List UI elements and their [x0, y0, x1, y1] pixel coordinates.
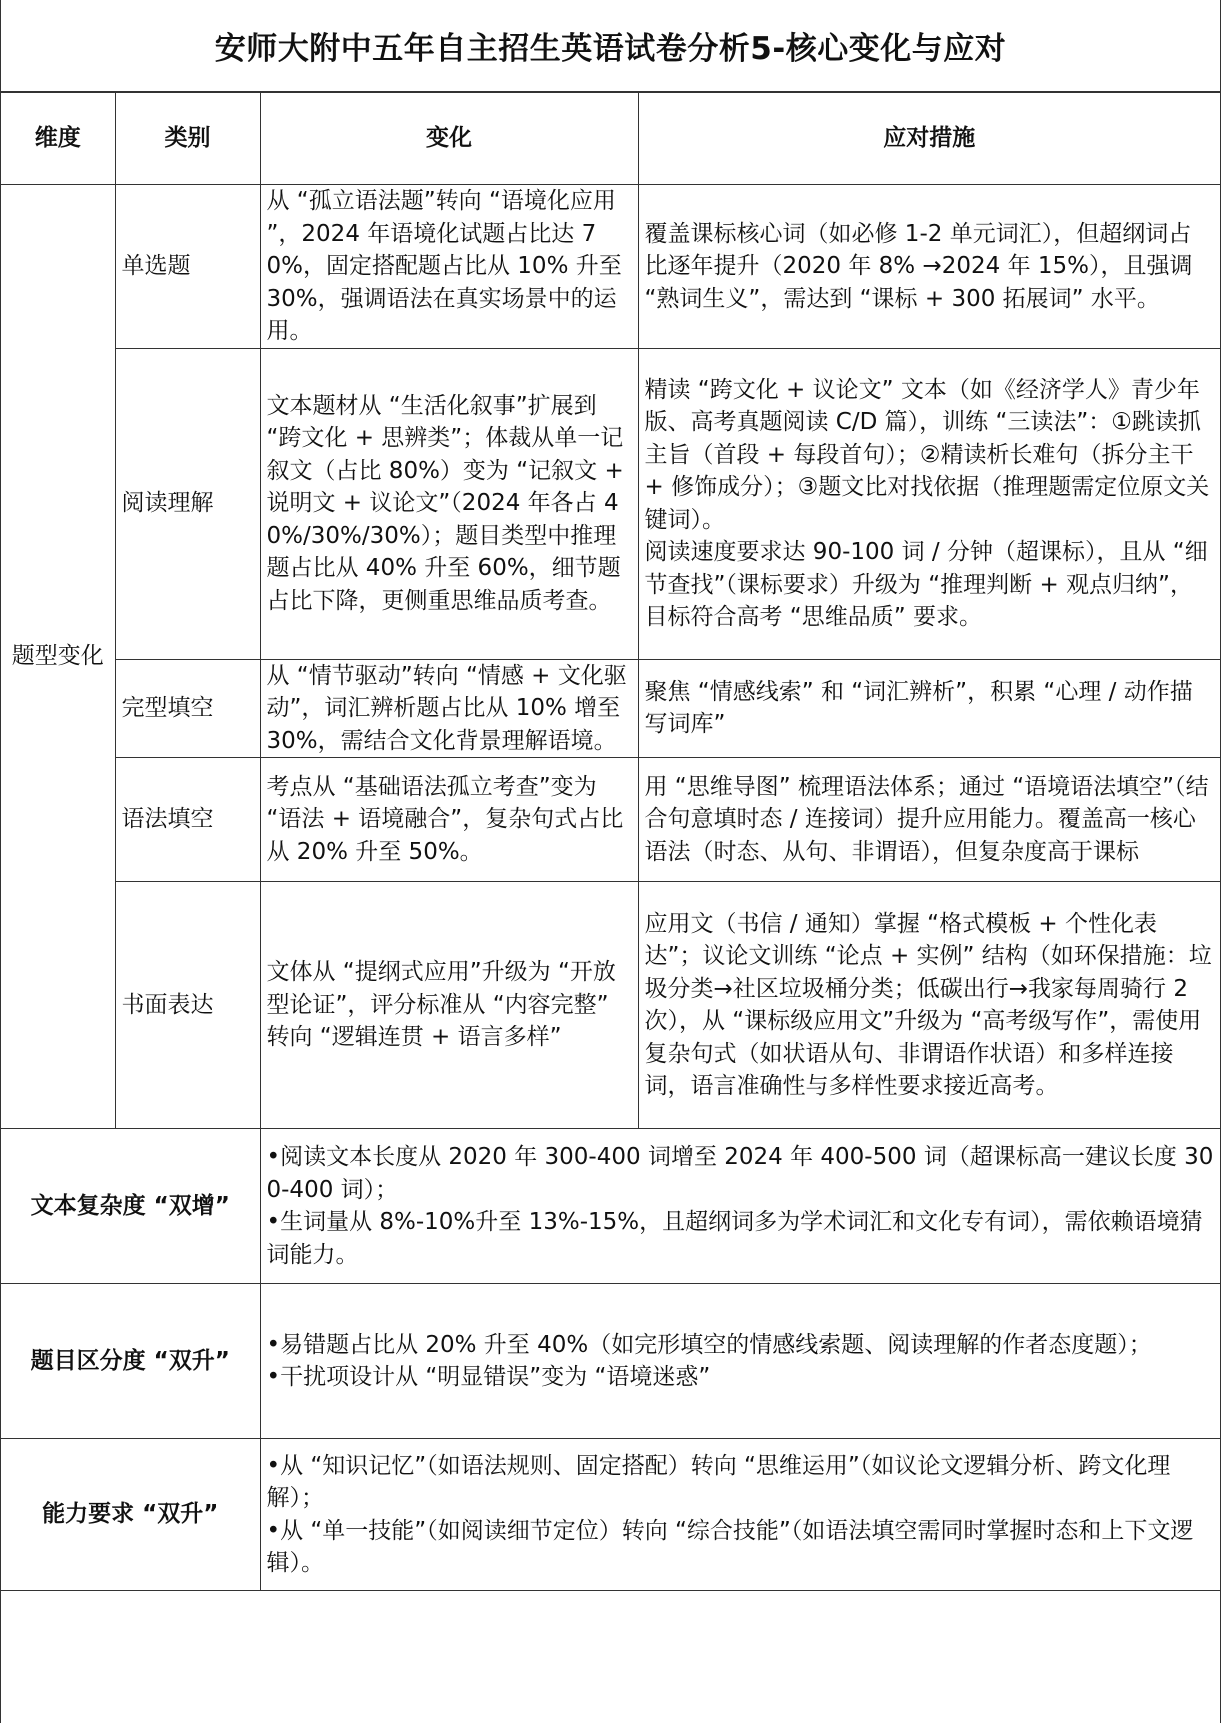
section-point: •从 “单一技能”（如阅读细节定位）转向 “综合技能”（如语法填空需同时掌握时态和上下文逻辑）。 [266, 1517, 1194, 1576]
section-dimension: 文本复杂度 “双增” [1, 1129, 260, 1284]
table-row [1, 659, 1220, 758]
section-point: •易错题占比从 20% 升至 40%（如完形填空的情感线索题、阅读理解的作者态度题）； [266, 1331, 1152, 1358]
measures-cell: 应用文（书信 / 通知）掌握 “格式模板 + 个性化表达”；议论文训练 “论点 + 实例” 结构（如环保措施：垃圾分类→社区垃圾桶分类；低碳出行→我家每周骑行 2 次），从 “课标级应用文”升级为 “高考级写作”，需使用复杂句式（如状语从句、非谓语作状语）和多样连接词，语言准确性与多样性要求接近高考。 [638, 882, 1220, 1129]
section-row [1, 1129, 1220, 1284]
section-dimension: 能力要求 “双升” [1, 1439, 260, 1591]
section-points [260, 1439, 1220, 1591]
section-points [260, 1129, 1220, 1284]
change-cell: 文本题材从 “生活化叙事”扩展到 “跨文化 + 思辨类”；体裁从单一记叙文（占比 80%）变为 “记叙文 + 说明文 + 议论文”（2024 年各占 40%/30%/30%）；题目类型中推理题占比从 40% 升至 60%，细节题占比下降，更侧重思维品质考查。 [260, 348, 638, 659]
analysis-table [1, 92, 1220, 1591]
section-point: •从 “知识记忆”（如语法规则、固定搭配）转向 “思维运用”（如议论文逻辑分析、跨文化理解）； [266, 1452, 1171, 1511]
measures-cell: 覆盖课标核心词（如必修 1-2 单元词汇），但超纲词占比逐年提升（2020 年 8% →2024 年 15%），且强调 “熟词生义”，需达到 “课标 + 300 拓展词” 水平。 [638, 185, 1220, 349]
header-category: 类别 [115, 93, 260, 185]
table-row [1, 882, 1220, 1129]
measures-cell [638, 348, 1220, 659]
header-change: 变化 [260, 93, 638, 185]
category-cell: 单选题 [115, 185, 260, 349]
section-point: •阅读文本长度从 2020 年 300-400 词增至 2024 年 400-500 词（超课标高一建议长度 300-400 词）； [266, 1144, 1214, 1203]
section-point: •干扰项设计从 “明显错误”变为 “语境迷惑” [266, 1364, 711, 1390]
section-point: •生词量从 8%-10%升至 13%-15%，且超纲词多为学术词汇和文化专有词），需依赖语境猜词能力。 [266, 1209, 1203, 1268]
header-dimension: 维度 [1, 93, 115, 185]
table-row [1, 348, 1220, 659]
header-measures: 应对措施 [638, 93, 1220, 185]
dimension-question-types: 题型变化 [1, 185, 115, 1129]
category-cell: 语法填空 [115, 758, 260, 882]
page-title: 安师大附中五年自主招生英语试卷分析5-核心变化与应对 [1, 0, 1220, 92]
table-row [1, 758, 1220, 882]
category-cell: 书面表达 [115, 882, 260, 1129]
section-row [1, 1439, 1220, 1591]
table-row [1, 185, 1220, 349]
header-row [1, 93, 1220, 185]
section-points [260, 1284, 1220, 1439]
change-cell: 文体从 “提纲式应用”升级为 “开放型论证”，评分标准从 “内容完整” 转向 “逻辑连贯 + 语言多样” [260, 882, 638, 1129]
change-cell: 从 “孤立语法题”转向 “语境化应用 ”，2024 年语境化试题占比达 70%，固定搭配题占比从 10% 升至 30%，强调语法在真实场景中的运用。 [260, 185, 638, 349]
measures-paragraph: 精读 “跨文化 + 议论文” 文本（如《经济学人》青少年版、高考真题阅读 C/D 篇），训练 “三读法”：①跳读抓主旨（首段 + 每段首句）；②精读析长难句（拆分主干 + 修饰成分）；③题文比对找依据（推理题需定位原文关键词）。 [644, 376, 1210, 533]
category-cell: 阅读理解 [115, 348, 260, 659]
change-cell: 考点从 “基础语法孤立考查”变为 “语法 + 语境融合”，复杂句式占比从 20% 升至 50%。 [260, 758, 638, 882]
measures-cell: 聚焦 “情感线索” 和 “词汇辨析”，积累 “心理 / 动作描写词库” [638, 659, 1220, 758]
category-cell: 完型填空 [115, 659, 260, 758]
section-dimension: 题目区分度 “双升” [1, 1284, 260, 1439]
measures-paragraph: 阅读速度要求达 90-100 词 / 分钟（超课标），且从 “细节查找”（课标要求）升级为 “推理判断 + 观点归纳”，目标符合高考 “思维品质” 要求。 [644, 539, 1208, 630]
measures-cell: 用 “思维导图” 梳理语法体系；通过 “语境语法填空”（结合句意填时态 / 连接词）提升应用能力。覆盖高一核心语法（时态、从句、非谓语），但复杂度高于课标 [638, 758, 1220, 882]
section-row [1, 1284, 1220, 1439]
change-cell: 从 “情节驱动”转向 “情感 + 文化驱动”，词汇辨析题占比从 10% 增至 30%，需结合文化背景理解语境。 [260, 659, 638, 758]
